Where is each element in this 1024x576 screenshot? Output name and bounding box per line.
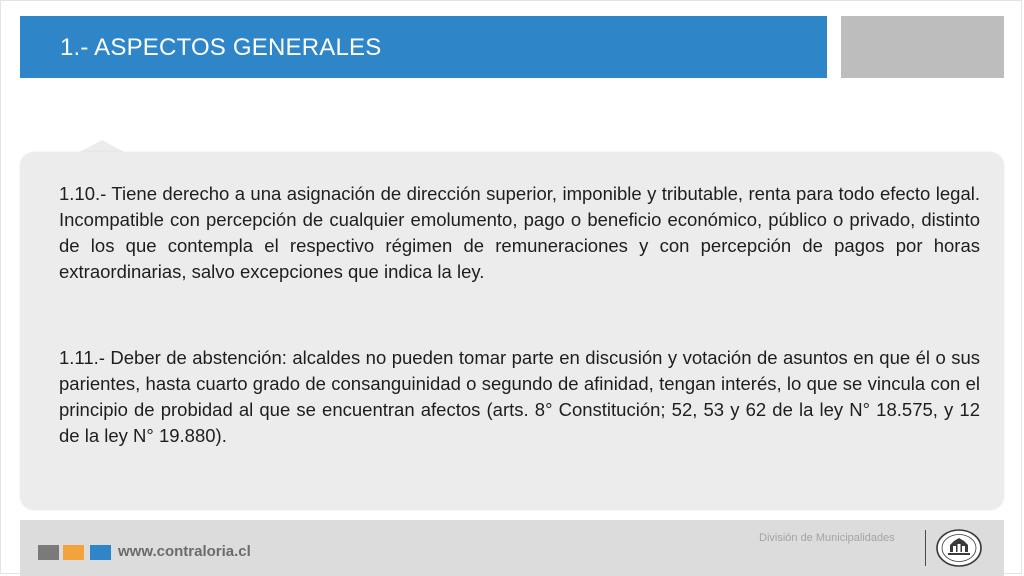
paragraph-1-10: 1.10.- Tiene derecho a una asignación de dirección superior, imponible y tributable, renta para todo efecto legal. Incompatible con percepción de cualquier emolumento, pago o beneficio económico, público o privado, distinto de los que contempla el respectivo régimen de remuneraciones y con percepción de pagos por horas extraordinarias, salvo excepciones que indica la ley. [59,183,980,282]
slide-title: 1.- ASPECTOS GENERALES [60,34,382,61]
paragraph-1-11: 1.11.- Deber de abstención: alcaldes no pueden tomar parte en discusión y votación de asuntos en que él o sus parientes, hasta cuarto grado de consanguinidad o segundo de afinidad, tengan interés, lo que se vincula con el principio de probidad al que se encuentran afectos (arts. 8° Constitución; 52, 53 y 62 de la ley N° 18.575, y 12 de la ley N° 19.880). [59,347,980,446]
footer-url[interactable]: www.contraloria.cl [118,543,251,560]
footer-square-gray [38,545,59,560]
contraloria-seal-icon [934,528,984,568]
title-bar [20,16,827,78]
footer-square-blue [90,545,111,560]
footer-divider [925,530,926,566]
division-label: División de Municipalidades [759,532,895,544]
corner-block [841,16,1004,78]
footer-square-orange [63,545,84,560]
